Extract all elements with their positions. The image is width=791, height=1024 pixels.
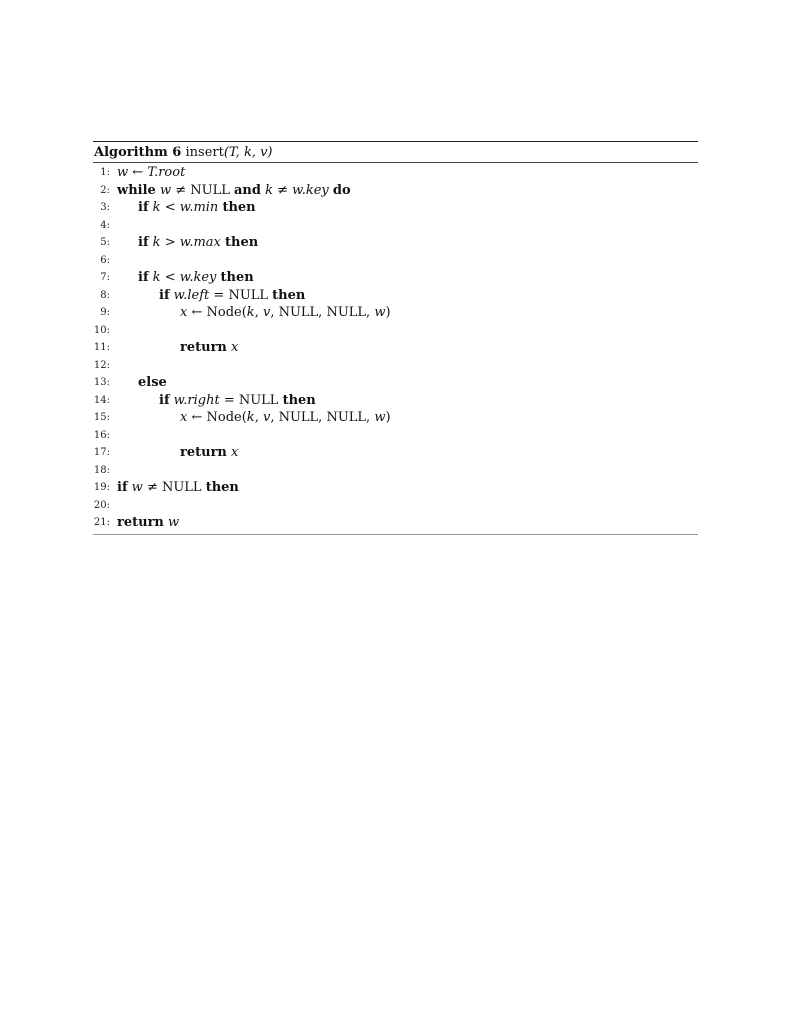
line-code	[138, 234, 258, 252]
line-number: 5:	[100, 237, 110, 248]
algorithm-line	[93, 252, 698, 270]
line-number: 4:	[100, 219, 110, 231]
line-number: 3:	[100, 202, 110, 213]
algorithm-block	[93, 141, 698, 535]
algorithm-line	[93, 479, 698, 497]
algorithm-line	[93, 164, 698, 182]
keyword: else	[138, 375, 167, 390]
keyword: return	[180, 340, 227, 355]
keyword: then	[220, 270, 254, 285]
code-text: <	[160, 270, 180, 285]
line-number: 12:	[93, 359, 110, 371]
line-code	[138, 199, 256, 217]
math-symbol: v	[262, 410, 271, 425]
keyword: if	[117, 480, 128, 495]
keyword: then	[222, 200, 256, 215]
algorithm-line	[93, 409, 698, 427]
code-text: ≠ NULL	[142, 480, 206, 495]
algorithm-line	[93, 304, 698, 322]
math-symbol: k	[152, 235, 161, 250]
algorithm-line	[93, 182, 698, 200]
code-text: = NULL	[219, 392, 283, 408]
code-text: , NULL, NULL,	[270, 410, 375, 425]
code-text: ,	[254, 305, 263, 320]
algorithm-line	[93, 444, 698, 462]
keyword: if	[138, 235, 149, 250]
code-text: ← Node(	[187, 410, 247, 425]
algorithm-line	[93, 269, 698, 287]
line-number: 20:	[93, 499, 110, 511]
line-number: 18:	[93, 464, 110, 476]
line-code	[117, 479, 239, 497]
math-symbol: w.key	[179, 270, 217, 285]
code-text: )	[385, 305, 391, 320]
keyword: if	[159, 392, 170, 408]
keyword: if	[138, 200, 149, 215]
line-number: 13:	[93, 377, 110, 388]
keyword: if	[159, 287, 170, 303]
math-symbol: w.key	[292, 182, 329, 198]
math-symbol: w	[117, 165, 129, 180]
math-symbol: w	[131, 480, 143, 495]
line-code	[180, 409, 391, 427]
line-code	[159, 392, 316, 410]
math-symbol: w.max	[179, 235, 221, 250]
keyword: do	[332, 182, 351, 198]
math-symbol: x	[180, 410, 188, 425]
line-code	[117, 182, 351, 200]
math-symbol: w.min	[179, 200, 219, 215]
math-symbol: w	[374, 410, 386, 425]
line-code	[138, 269, 254, 287]
math-symbol: k	[152, 200, 161, 215]
algorithm-name: insert	[185, 145, 224, 160]
keyword: and	[233, 182, 261, 198]
keyword: if	[138, 270, 149, 285]
math-symbol: w	[168, 515, 180, 530]
math-symbol: k	[152, 270, 161, 285]
algorithm-params: (T, k, v)	[223, 145, 273, 160]
line-number: 8:	[100, 289, 110, 301]
algorithm-line	[93, 462, 698, 480]
algorithm-line	[93, 374, 698, 392]
algorithm-label: Algorithm 6	[94, 145, 182, 160]
line-code	[180, 339, 238, 357]
keyword: while	[117, 182, 156, 198]
math-symbol: T.root	[147, 165, 186, 180]
math-symbol: v	[262, 305, 271, 320]
line-number: 7:	[100, 272, 110, 283]
math-symbol: x	[180, 305, 188, 320]
keyword: then	[282, 392, 316, 408]
line-number: 19:	[93, 482, 110, 493]
line-code	[159, 287, 305, 305]
math-symbol: w.right	[173, 392, 220, 408]
algorithm-line	[93, 217, 698, 235]
algorithm-line	[93, 514, 698, 532]
line-code	[138, 374, 167, 392]
algorithm-line	[93, 322, 698, 340]
algorithm-line	[93, 199, 698, 217]
algorithm-line	[93, 234, 698, 252]
algorithm-line	[93, 427, 698, 445]
code-text: <	[160, 200, 180, 215]
line-number: 16:	[93, 429, 110, 441]
line-code	[180, 444, 238, 462]
code-text: ,	[254, 410, 263, 425]
keyword: return	[180, 445, 227, 460]
math-symbol: w	[159, 182, 172, 198]
line-code	[117, 164, 185, 182]
line-code	[180, 304, 391, 322]
keyword: then	[205, 480, 239, 495]
line-code	[117, 514, 179, 532]
code-text: ≠ NULL	[171, 182, 234, 198]
code-text: ←	[128, 165, 148, 180]
keyword: then	[272, 287, 306, 303]
math-symbol: k	[246, 410, 255, 425]
bottom-rule	[93, 534, 698, 535]
code-text: , NULL, NULL,	[270, 305, 375, 320]
math-symbol: x	[231, 340, 239, 355]
algorithm-line	[93, 357, 698, 375]
algorithm-line	[93, 339, 698, 357]
math-symbol: w.left	[173, 287, 210, 303]
algorithm-lines	[93, 163, 698, 532]
keyword: return	[117, 515, 164, 530]
line-number: 21:	[93, 517, 110, 528]
line-number: 2:	[100, 184, 110, 196]
algorithm-line	[93, 392, 698, 410]
line-number: 9:	[100, 307, 110, 318]
math-symbol: w	[374, 305, 386, 320]
line-number: 17:	[93, 447, 110, 458]
math-symbol: x	[231, 445, 239, 460]
keyword: then	[225, 235, 259, 250]
line-number: 11:	[93, 342, 110, 353]
line-number: 1:	[100, 167, 110, 178]
line-number: 10:	[93, 324, 110, 336]
math-symbol: k	[265, 182, 273, 198]
algorithm-line	[93, 497, 698, 515]
code-text: ← Node(	[187, 305, 247, 320]
line-number: 6:	[100, 254, 110, 266]
code-text: = NULL	[209, 287, 273, 303]
line-number: 15:	[93, 412, 110, 423]
algorithm-line	[93, 287, 698, 305]
algorithm-caption	[93, 142, 698, 162]
code-text: )	[385, 410, 391, 425]
code-text: >	[160, 235, 180, 250]
math-symbol: k	[246, 305, 255, 320]
line-number: 14:	[93, 394, 110, 406]
code-text: ≠	[272, 182, 293, 198]
